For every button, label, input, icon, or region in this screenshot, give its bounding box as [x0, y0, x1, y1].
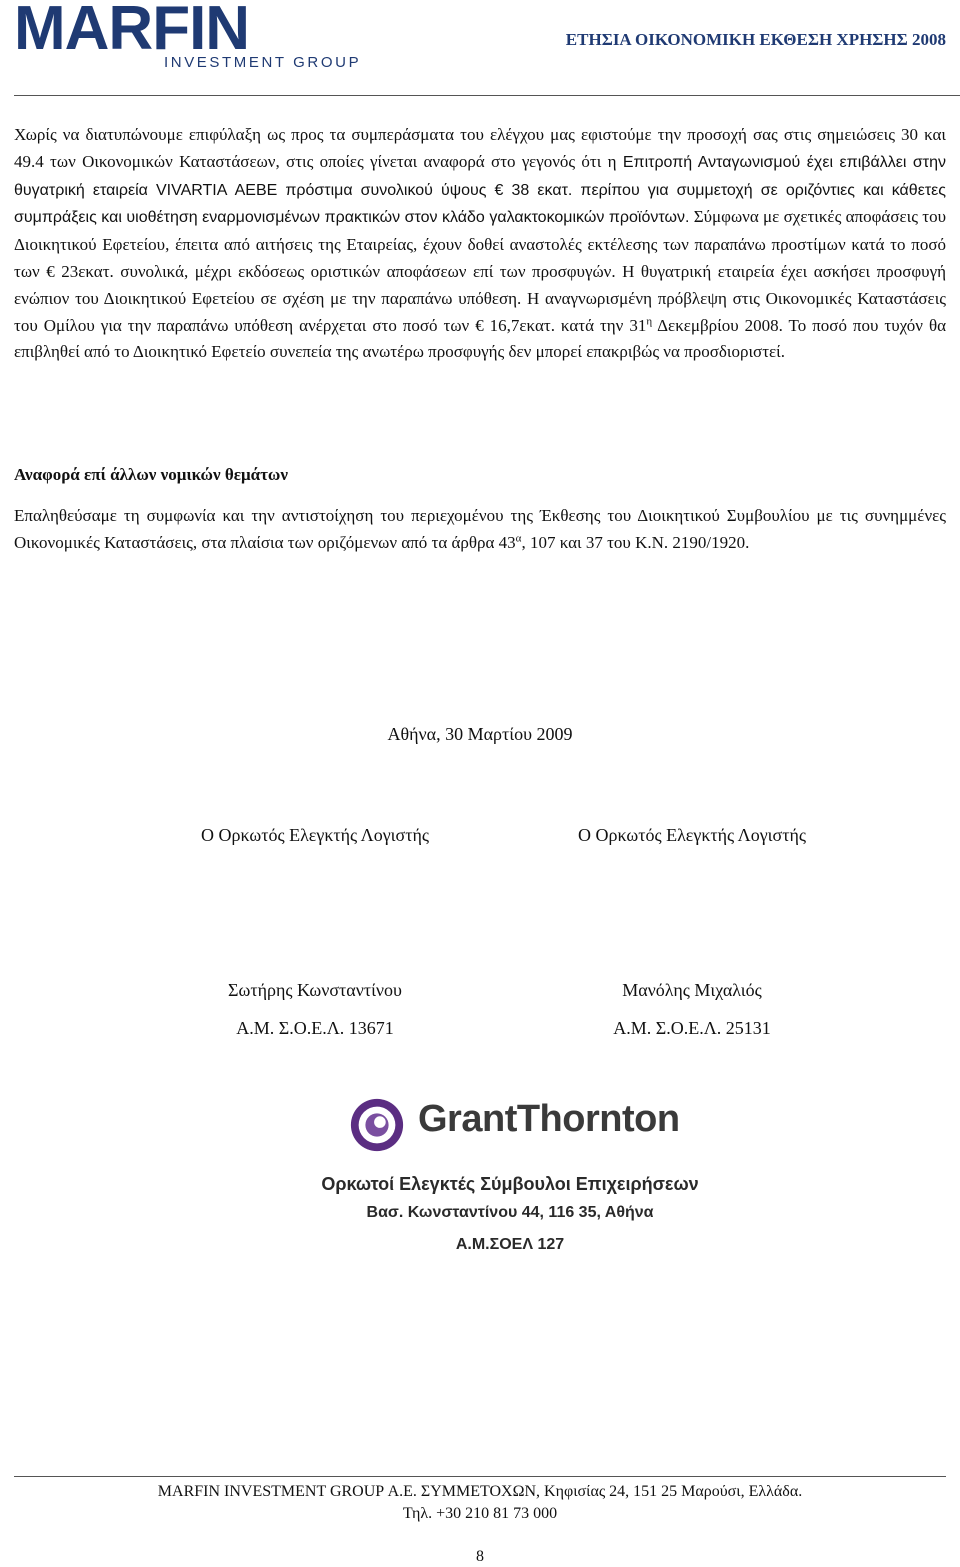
grant-thornton-mark-icon: [348, 1096, 406, 1154]
marfin-logo: MARFIN: [14, 0, 250, 63]
emphasis-text-a: Χωρίς να διατυπώνουμε επιφύλαξη ως προς τα συμπεράσματα του ελέγχου μας εφιστούμε την προσοχή σας στις σημειώσεις 30 και 49.4 των Οικονομικών Καταστάσεων, στις οποίες γίνεται αναφορά στο γεγονός ότι η: [14, 125, 946, 171]
right-auditor-registration: Α.Μ. Σ.Ο.Ε.Λ. 25131: [613, 1018, 771, 1038]
signing-date: Αθήνα, 30 Μαρτίου 2009: [387, 724, 573, 744]
left-auditor-name: Σωτήρης Κωνσταντίνου: [228, 980, 402, 1000]
footer-phone: Τηλ. +30 210 81 73 000: [402, 1505, 558, 1522]
legal-text-a: Επαληθεύσαμε τη συμφωνία και την αντιστοίχηση του περιεχομένου της Έκθεσης του Διοικητικού Συμβουλίου με τις συνημμένες Οικονομικές Καταστάσεις, στα πλαίσια των οριζόμενων από τα άρθρα 43: [14, 506, 946, 552]
right-auditor-title: Ο Ορκωτός Ελεγκτής Λογιστής: [577, 825, 806, 845]
emphasis-text-b: Επιτροπή Ανταγωνισμού έχει επιβάλλει στην θυγατρική εταιρεία VIVARTIA ΑΕΒΕ πρόστιμα συνολικού ύψους € 38 εκατ. περίπου για συμμετοχή σε οριζόντιες και κάθετες συμπράξεις και υιοθέτηση εναρμονισμένων πρακτικών στον κλάδο γαλακτοκομικών προϊόντων.: [14, 153, 946, 227]
legal-text-b: , 107 και 37 του Κ.Ν. 2190/1920.: [521, 533, 750, 552]
page-number: 8: [476, 1548, 484, 1565]
emphasis-text-d: Δεκεμβρίου 2008. Το ποσό που τυχόν θα επιβληθεί από το Διοικητικό Εφετείο συνεπεία της ανωτέρω προσφυγής δεν μπορεί επακριβώς να προσδιοριστεί.: [14, 315, 947, 362]
emphasis-paragraph: [14, 122, 946, 366]
right-auditor-name: Μανόλης Μιχαλιός: [622, 980, 762, 1000]
footer-company-address: MARFIN INVESTMENT GROUP Α.Ε. ΣΥΜΜΕΤΟΧΩΝ, Κηφισίας 24, 151 25 Μαρούσι, Ελλάδα.: [157, 1483, 803, 1500]
left-auditor-title: Ο Ορκωτός Ελεγκτής Λογιστής: [200, 825, 429, 845]
page-header: [0, 0, 960, 100]
firm-registration: Α.Μ.ΣΟΕΛ 127: [455, 1236, 565, 1253]
grant-thornton-stamp: [300, 1090, 720, 1270]
firm-address: Βασ. Κωνσταντίνου 44, 116 35, Αθήνα: [366, 1204, 654, 1221]
legal-paragraph: [14, 502, 946, 556]
report-title: ΕΤΗΣΙΑ ΟΙΚΟΝΟΜΙΚΗ ΕΚΘΕΣΗ ΧΡΗΣΗΣ 2008: [565, 30, 946, 49]
emphasis-text-c: Σύμφωνα με σχετικές αποφάσεις του Διοικητικού Εφετείου, έπειτα από αιτήσεις της Εταιρείας, έχουν δοθεί αναστολές εκτέλεσης των παραπάνω προστίμων κατά το ποσό των € 23εκατ. συνολικά, μέχρι εκδόσεως οριστικών αποφάσεων επί των προσφυγών. Η θυγατρική εταιρεία έχει ασκήσει προσφυγή ενώπιον του Διοικητικού Εφετείου σε σχέση με την παραπάνω υπόθεση. Η αναγνωρισμένη πρόβλεψη στις Οικονομικές Καταστάσεις του Ομίλου για την παραπάνω υπόθεση ανέρχεται στο ποσό των € 16,7εκατ. κατά την 31: [14, 207, 946, 335]
marfin-logo-subtitle: INVESTMENT GROUP: [164, 54, 362, 71]
legal-superscript: α: [515, 532, 522, 545]
section-heading: Αναφορά επί άλλων νομικών θεμάτων: [14, 465, 288, 484]
footer-divider: [14, 1476, 946, 1477]
header-divider: [14, 95, 960, 96]
left-auditor-registration: Α.Μ. Σ.Ο.Ε.Λ. 13671: [236, 1018, 394, 1038]
emphasis-superscript: η: [646, 314, 653, 327]
firm-description: Ορκωτοί Ελεγκτές Σύμβουλοι Επιχειρήσεων: [321, 1174, 699, 1194]
grant-thornton-name: GrantThornton: [418, 1098, 680, 1140]
